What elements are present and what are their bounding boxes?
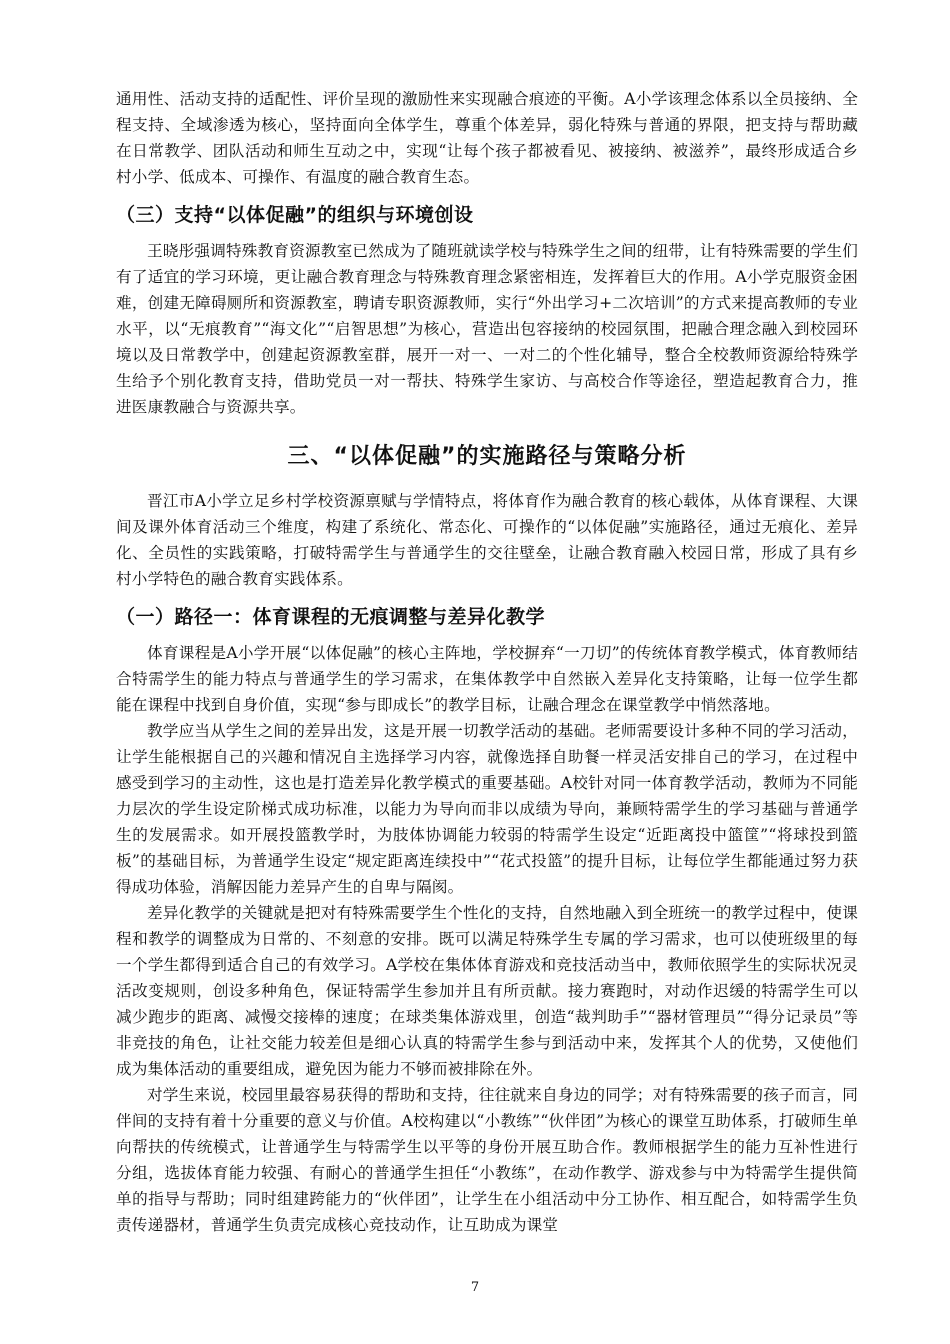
section-heading-3: 三、“以体促融”的实施路径与策略分析: [287, 444, 687, 469]
paragraph-continued: 通用性、活动支持的适配性、评价呈现的激励性来实现融合痕迹的平衡。A小学该理念体系以全员接纳、全程支持、全域渗透为核心，坚持面向全体学生，尊重个体差异，弱化特殊与普通的界限，把支持与帮助藏在日常教学、团队活动和师生互动之中，实现“让每个孩子都被看见、被接纳、被滋养”，最终形成适合乡村小学、低成本、可操作、有温度的融合教育生态。: [116, 90, 858, 186]
paragraph: 王晓彤强调特殊教育资源教室已然成为了随班就读学校与特殊学生之间的纽带，让有特殊需要的学生们有了适宜的学习环境，更让融合教育理念与特殊教育理念紧密相连，发挥着巨大的作用。A小学克服资金困难，创建无障碍厕所和资源教室，聘请专职资源教师，实行“外出学习+二次培训”的方式来提高教师的专业水平，以“无痕教育”“海文化”“启智思想”为核心，营造出包容接纳的校园氛围，把融合理念融入到校园环境以及日常教学中，创建起资源教室群，展开一对一、一对二的个性化辅导，整合全校教师资源给特殊学生给予个别化教育支持，借助党员一对一帮扶、特殊学生家访、与高校合作等途径，塑造起教育合力，推进医康教融合与资源共享。: [116, 242, 858, 416]
document-page: [116, 86, 858, 1238]
subsection-heading-3: （三）支持“以体促融”的组织与环境创设: [116, 204, 474, 226]
paragraph: 教学应当从学生之间的差异出发，这是开展一切教学活动的基础。老师需要设计多种不同的学习活动，让学生能根据自己的兴趣和情况自主选择学习内容，就像选择自助餐一样灵活安排自己的学习，在过程中感受到学习的主动性，这也是打造差异化教学模式的重要基础。A校针对同一体育教学活动，教师为不同能力层次的学生设定阶梯式成功标准，以能力为导向而非以成绩为导向，兼顾特需学生的学习基础与普通学生的发展需求。如开展投篮教学时，为肢体协调能力较弱的特需学生设定“近距离投中篮筐”“将球投到篮板”的基础目标，为普通学生设定“规定距离连续投中”“花式投篮”的提升目标，让每位学生都能通过努力获得成功体验，消解因能力差异产生的自卑与隔阂。: [116, 722, 858, 896]
paragraph: 体育课程是A小学开展“以体促融”的核心主阵地，学校摒弃“一刀切”的传统体育教学模式，体育教师结合特需学生的能力特点与普通学生的学习需求，在集体教学中自然嵌入差异化支持策略，让每一位学生都能在课程中找到自身价值，实现“参与即成长”的教学目标，让融合理念在课堂教学中悄然落地。: [116, 644, 858, 714]
subsection-heading-path-1: （一）路径一：体育课程的无痕调整与差异化教学: [116, 606, 546, 628]
paragraph: 对学生来说，校园里最容易获得的帮助和支持，往往就来自身边的同学；对有特殊需要的孩子而言，同伴间的支持有着十分重要的意义与价值。A校构建以“小教练”“伙伴团”为核心的课堂互助体系，打破师生单向帮扶的传统模式，让普通学生与特需学生以平等的身份开展互助合作。教师根据学生的能力互补性进行分组，选拔体育能力较强、有耐心的普通学生担任“小教练”，在动作教学、游戏参与中为特需学生提供简单的指导与帮助；同时组建跨能力的“伙伴团”，让学生在小组活动中分工协作、相互配合，如特需学生负责传递器材，普通学生负责完成核心竞技动作，让互助成为课堂: [116, 1086, 858, 1234]
paragraph: 晋江市A小学立足乡村学校资源禀赋与学情特点，将体育作为融合教育的核心载体，从体育课程、大课间及课外体育活动三个维度，构建了系统化、常态化、可操作的“以体促融”实施路径，通过无痕化、差异化、全员性的实践策略，打破特需学生与普通学生的交往壁垒，让融合教育融入校园日常，形成了具有乡村小学特色的融合教育实践体系。: [116, 492, 858, 588]
page-number: 7: [470, 1280, 480, 1295]
paragraph: 差异化教学的关键就是把对有特殊需要学生个性化的支持，自然地融入到全班统一的教学过程中，使课程和教学的调整成为日常的、不刻意的安排。既可以满足特殊学生专属的学习需求，也可以使班级里的每一个学生都得到适合自己的有效学习。A学校在集体体育游戏和竞技活动当中，教师依照学生的实际状况灵活改变规则，创设多种角色，保证特需学生参加并且有所贡献。接力赛跑时，对动作迟缓的特需学生可以减少跑步的距离、减慢交接棒的速度；在球类集体游戏里，创造“裁判助手”“器材管理员”“得分记录员”等非竞技的角色，让社交能力较差但是细心认真的特需学生参与到活动中来，发挥其个人的优势，又使他们成为集体活动的重要组成，避免因为能力不够而被排除在外。: [116, 904, 858, 1078]
